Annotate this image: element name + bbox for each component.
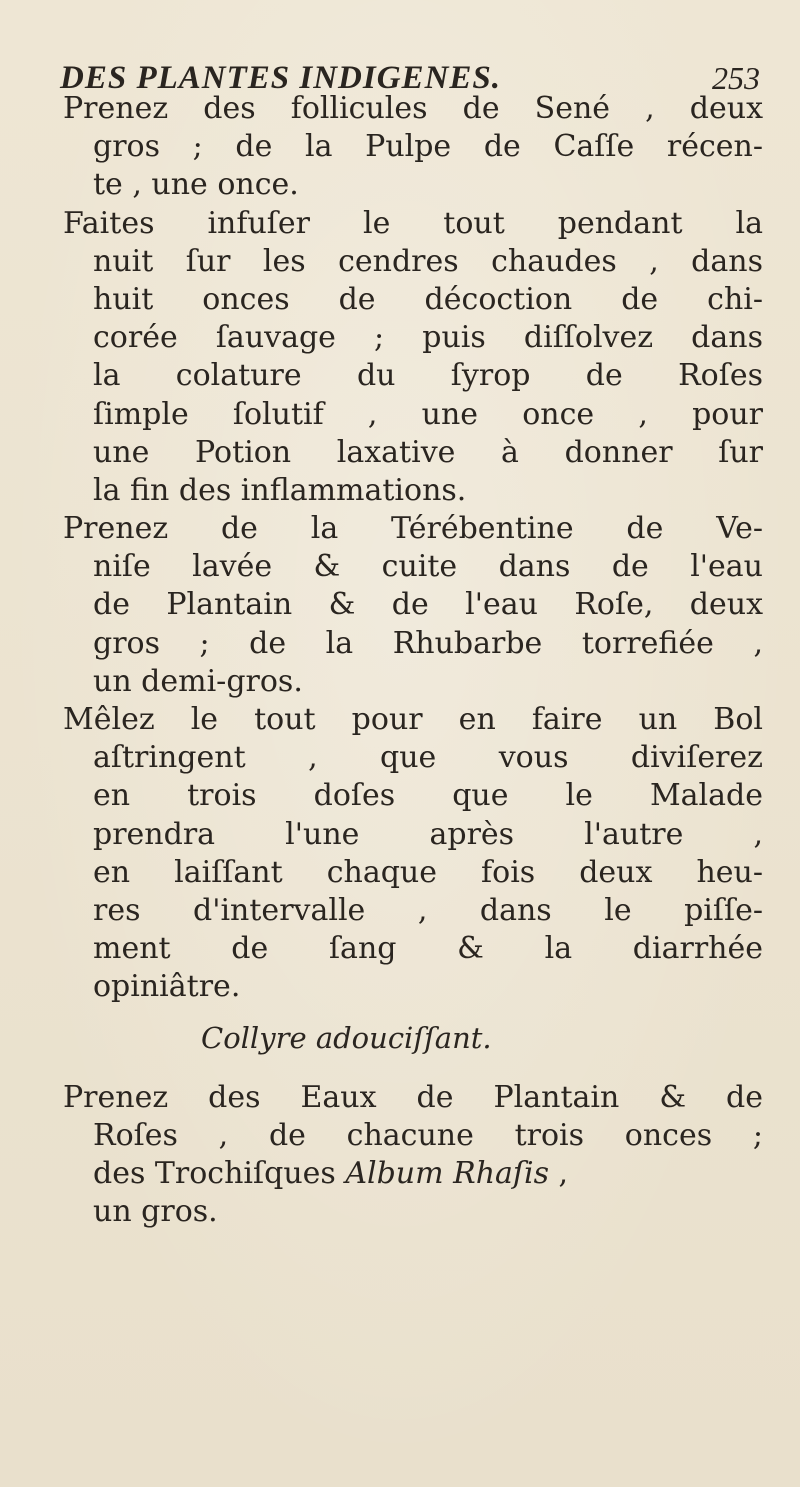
text-line: en laiſſant chaque fois deux heu- [93, 854, 763, 890]
text-line: aſtringent , que vous diviſerez [93, 740, 763, 776]
text-line: niſe lavée & cuite dans de l'eau [93, 549, 763, 585]
text-line: huit onces de décoction de chi- [93, 281, 763, 317]
text-line: Prenez des Eaux de Plantain & de [63, 1079, 763, 1115]
text-line: te , une once. [93, 167, 299, 203]
text-line: prendra l'une après l'autre , [93, 816, 763, 852]
text-line: de Plantain & de l'eau Roſe, deux [93, 587, 763, 623]
heading-spacer [63, 1057, 763, 1079]
text-line: en trois doſes que le Malade [93, 778, 763, 814]
text-line: un demi-gros. [93, 663, 303, 699]
text-run: , [549, 1155, 569, 1191]
text-line: un gros. [93, 1194, 218, 1230]
page-number: 253 [712, 60, 760, 96]
text-line: nuit ſur les cendres chaudes , dans [93, 243, 763, 279]
running-title: DES PLANTES INDIGENES. [60, 60, 502, 96]
text-line: opiniâtre. [93, 969, 241, 1005]
text-line: ment de ſang & la diarrhée [93, 931, 763, 967]
body-text [63, 90, 763, 1231]
text-line: gros ; de la Rhubarbe torrefiée , [93, 625, 763, 661]
text-line: gros ; de la Pulpe de Caſſe récen- [93, 129, 763, 165]
text-line: Prenez des follicules de Sené , deux [63, 91, 763, 126]
text-line: res d'intervalle , dans le piſſe- [93, 892, 763, 928]
text-line: Prenez de la Térébentine de Ve- [63, 511, 763, 547]
text-line: Faites infuſer le tout pendant la [63, 205, 763, 241]
text-run: des Trochiſques [93, 1155, 346, 1191]
text-line: Mêlez le tout pour en faire un Bol [63, 702, 763, 737]
text-line: une Potion laxative à donner ſur [93, 434, 763, 470]
text-line: la colature du ſyrop de Roſes [93, 358, 763, 394]
text-line [63, 1155, 763, 1193]
italic-term: Album Rhaſis [345, 1155, 550, 1191]
text-line: corée ſauvage ; puis diſſolvez dans [93, 320, 763, 356]
text-line: la fin des inflammations. [93, 472, 467, 508]
text-line: Roſes , de chacune trois onces ; [93, 1117, 763, 1153]
section-heading: Collyre adouciſſant. [201, 1020, 492, 1055]
text-line: ſimple ſolutif , une once , pour [93, 396, 763, 432]
